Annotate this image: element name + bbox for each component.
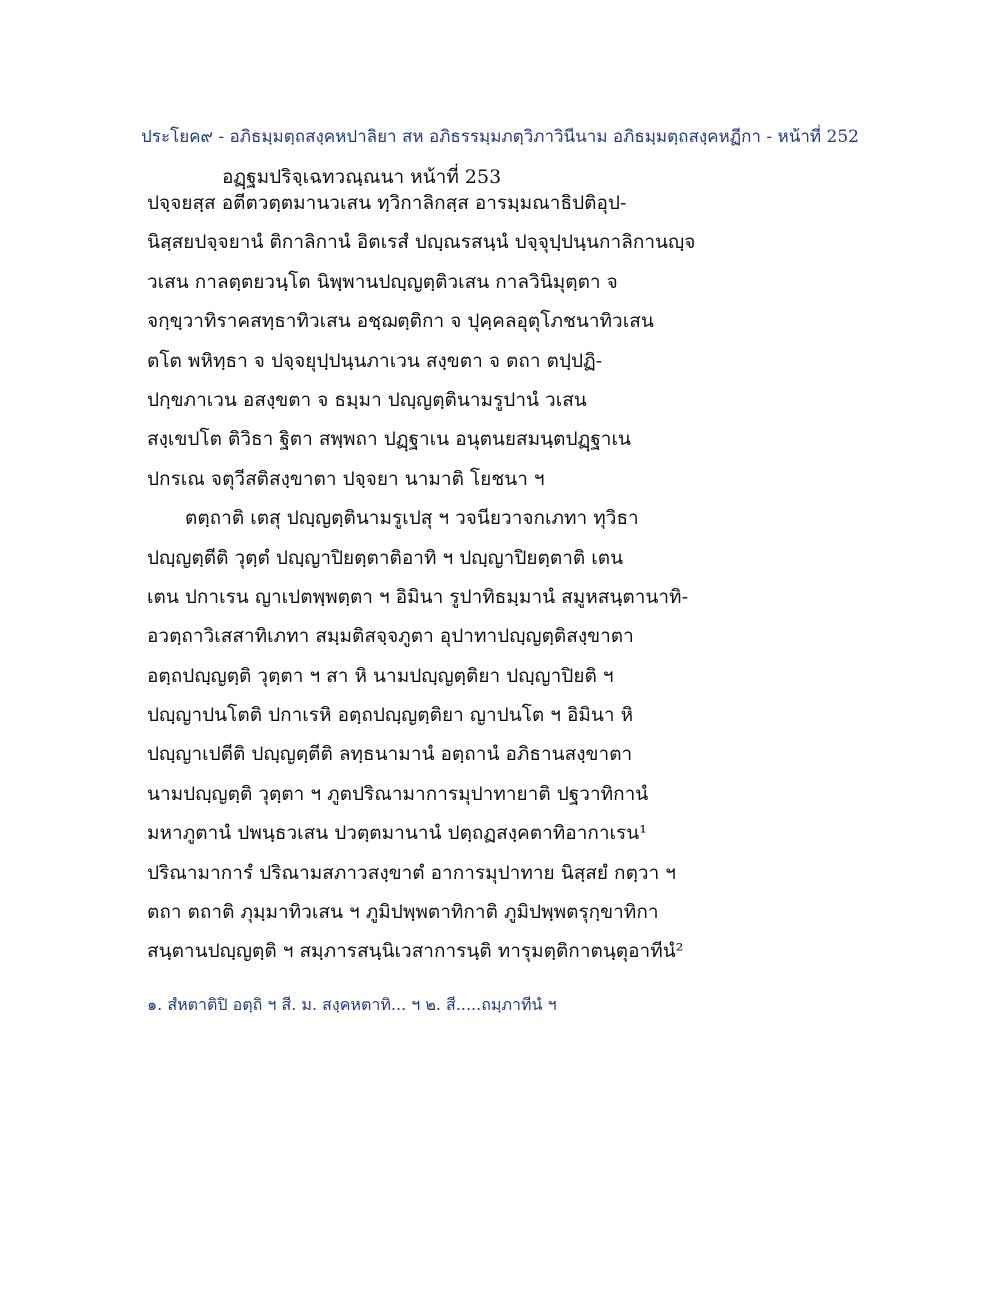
chapter-heading: อฏฺฐมปริจฺเฉทวณฺณนา หน้าที่ 253: [222, 166, 502, 188]
text-line: สงฺเขปโต ติวิธา ฐิตา สพฺพถา ปฏฺฐาเน อนุตนยสมนฺตปฏฺฐาเน: [147, 428, 631, 451]
text-line: ปจฺจยสฺส อตีตวตฺตมานวเสน ทฺวิกาลิกสฺส อารมฺมณาธิปติอุป-: [147, 192, 627, 214]
text-line: วเสน กาลตฺตยวนฺโต นิพฺพานปญฺญตฺติวเสน กาลวินิมุตฺตา จ: [147, 270, 618, 293]
text-line: ปญฺญาปนโตติ ปกาเรหิ อตฺถปญฺญตฺติยา ญาปนโต ฯ อิมินา หิ: [147, 704, 634, 727]
text-line: อวตฺถาวิเสสาทิเภทา สมฺมติสจฺจภูตา อุปาทาปญฺญตฺติสงฺขาตา: [147, 625, 634, 648]
text-line: ปญฺญตฺตีติ วุตฺตํ ปญฺญาปิยตฺตาติอาทิ ฯ ปญฺญาปิยตฺตาติ เตน: [147, 546, 624, 569]
text-line: ตถา ตถาติ ภุมฺมาทิวเสน ฯ ภูมิปพฺพตาทิกาติ ภูมิปพฺพตรุกฺขาทิกา: [147, 901, 659, 924]
paragraph-start-line: ตตฺถาติ เตสุ ปญฺญตฺตินามรูเปสุ ฯ วจนียวาจกเภทา ทุวิธา: [185, 507, 639, 530]
text-line: อตฺถปญฺญตฺติ วุตฺตา ฯ สา หิ นามปญฺญตฺติยา ปญฺญาปิยติ ฯ: [147, 664, 614, 687]
text-line: ตโต พหิทฺธา จ ปจฺจยุปฺปนฺนภาเวน สงฺขตา จ ตถา ตปฺปฏิ-: [147, 349, 603, 372]
body-text: [147, 184, 867, 972]
text-line: ปกฺขภาเวน อสงฺขตา จ ธมฺมา ปญฺญตฺตินามรูปานํ วเสน: [147, 388, 587, 411]
footnote: ๑. สํหตาติปิ อตฺถิ ฯ สี. ม. สงฺคหตาทิ... ฯ ๒. สี.....ถมฺภาทีนํ ฯ: [147, 995, 557, 1014]
text-line: นามปญฺญตฺติ วุตฺตา ฯ ภูตปริณามาการมุปาทายาติ ปฐวาทิกานํ: [147, 782, 649, 805]
text-line: มหาภูตานํ ปพนฺธวเสน ปวตฺตมานานํ ปตฺถฏสงฺคตาทิอากาเรน¹: [147, 822, 647, 845]
text-line: ปริณามาการํ ปริณามสภาวสงฺขาตํ อาการมุปาทาย นิสฺสยํ กตฺวา ฯ: [147, 861, 676, 884]
text-line: ปกรเณ จตุวีสติสงฺขาตา ปจฺจยา นามาติ โยชนา ฯ: [147, 467, 545, 490]
text-line: จกฺขฺวาทิราคสทฺธาทิวเสน อชฺฌตฺติกา จ ปุคฺคลอุตุโภชนาทิวเสน: [147, 310, 654, 333]
running-header: ประโยค๙ - อภิธมฺมตฺถสงฺคหปาลิยา สห อภิธรรมฺมภตฺวิภาวินีนาม อภิธมฺมตฺถสงฺคหฏีกา - หน้าที่ 252: [141, 127, 859, 147]
text-line: สนฺตานปญฺญตฺติ ฯ สมฺภารสนฺนิเวสาการนฺติ ทารุมตฺติกาตนฺตุอาทีนํ²: [147, 940, 684, 963]
text-line: นิสฺสยปจฺจยานํ ติกาลิกานํ อิตเรสํ ปญฺณรสนฺนํ ปจฺจุปฺปนฺนกาลิกานญฺจ: [147, 231, 696, 254]
text-line: เตน ปกาเรน ญาเปตพฺพตฺตา ฯ อิมินา รูปาทิธมฺมานํ สมูหสนฺตานาทิ-: [147, 585, 688, 608]
text-line: ปญฺญาเปตีติ ปญฺญตฺตีติ ลทฺธนามานํ อตฺถานํ อภิธานสงฺขาตา: [147, 743, 633, 766]
